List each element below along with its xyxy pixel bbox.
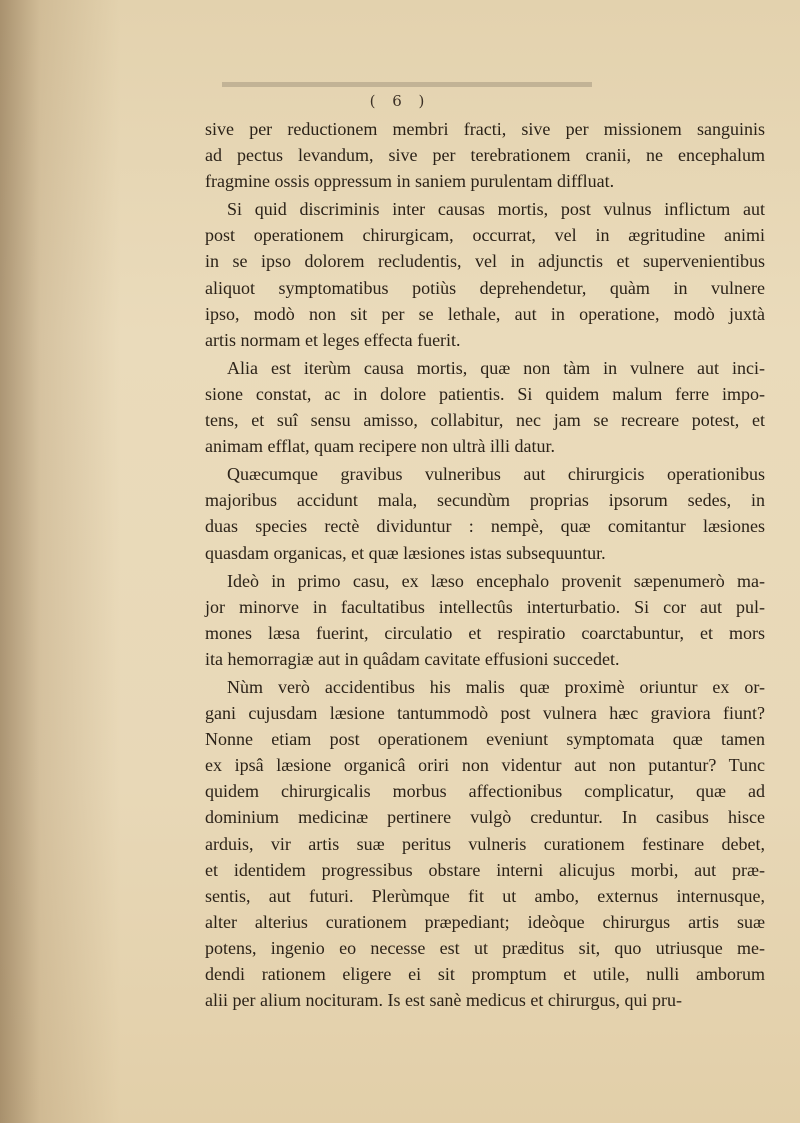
- paragraph: [205, 461, 765, 565]
- paragraph: [205, 196, 765, 353]
- text-line: artis normam et leges effecta fuerit.: [205, 329, 461, 350]
- header-rule: [222, 82, 592, 87]
- text-line: fragmine ossis oppressum in saniem purulentam diffluat.: [205, 171, 615, 192]
- text-line: Nùm verò accidentibus his malis quæ proximè oriuntur ex or-: [227, 676, 765, 697]
- body-text: [205, 116, 765, 1013]
- text-line: quasdam organicas, et quæ læsiones istas subsequuntur.: [205, 542, 606, 563]
- text-line: Alia est iterùm causa mortis, quæ non tàm in vulnere aut inci-: [227, 357, 765, 378]
- text-line: ita hemorragiæ aut in quâdam cavitate effusioni succedet.: [205, 648, 620, 669]
- text-line: dendi rationem eligere ei sit promptum et utile, nulli amborum: [205, 964, 765, 984]
- text-line: animam efflat, quam recipere non ultrà illi datur.: [205, 436, 556, 457]
- text-line: dominium medicinæ pertinere vulgò creduntur. In casibus hisce: [205, 807, 765, 828]
- text-line: Si quid discriminis inter causas mortis, post vulnus inflictum aut: [227, 199, 765, 220]
- text-line: mones læsa fuerint, circulatio et respiratio coarctabuntur, et mors: [205, 622, 765, 643]
- text-line: majoribus accidunt mala, secundùm proprias ipsorum sedes, in: [205, 490, 765, 511]
- text-line: quidem chirurgicalis morbus affectionibus complicatur, quæ ad: [205, 781, 765, 802]
- text-line: sentis, aut futuri. Plerùmque fit ut ambo, externus internusque,: [205, 885, 765, 906]
- text-line: alter alterius curationem præpediant; ideòque chirurgus artis suæ: [205, 911, 765, 932]
- text-line: potens, ingenio eo necesse est ut præditus sit, quo utriusque me-: [205, 937, 765, 958]
- text-line: Nonne etiam post operationem eveniunt symptomata quæ tamen: [205, 729, 765, 750]
- text-line: gani cujusdam læsione tantummodò post vulnera hæc graviora fiunt?: [205, 703, 765, 724]
- text-line: arduis, vir artis suæ peritus vulneris curationem festinare debet,: [205, 833, 765, 854]
- text-line: jor minorve in facultatibus intellectûs interturbatio. Si cor aut pul-: [205, 596, 765, 617]
- paragraph: [205, 116, 765, 194]
- text-line: et identidem progressibus obstare interni alicujus morbi, aut præ-: [205, 859, 765, 880]
- text-line: sive per reductionem membri fracti, sive per missionem sanguinis: [205, 119, 765, 139]
- text-line: post operationem chirurgicam, occurrat, vel in ægritudine animi: [205, 225, 765, 246]
- text-line: duas species rectè dividuntur : nempè, quæ comitantur læsiones: [205, 516, 765, 537]
- text-line: ipso, modò non sit per se lethale, aut in operatione, modò juxtà: [205, 303, 765, 324]
- text-line: in se ipso dolorem recludentis, vel in adjunctis et supervenientibus: [205, 251, 765, 272]
- text-line: sione constat, ac in dolore patientis. Si quidem malum ferre impo-: [205, 383, 765, 404]
- text-line: Ideò in primo casu, ex læso encephalo provenit sæpenumerò ma-: [227, 570, 765, 591]
- paragraph: [205, 568, 765, 672]
- paragraph: [205, 674, 765, 1013]
- text-line: ex ipsâ læsione organicâ oriri non videntur aut non putantur? Tunc: [205, 755, 765, 776]
- text-line: alii per alium nocituram. Is est sanè medicus et chirurgus, qui pru-: [205, 990, 683, 1011]
- page-number: ( 6 ): [369, 92, 431, 110]
- text-line: ad pectus levandum, sive per terebrationem cranii, ne encephalum: [205, 145, 765, 166]
- paragraph: [205, 355, 765, 459]
- text-line: tens, et suî sensu amisso, collabitur, nec jam se recreare potest, et: [205, 410, 765, 431]
- text-line: Quæcumque gravibus vulneribus aut chirurgicis operationibus: [227, 464, 765, 485]
- text-line: aliquot symptomatibus potiùs deprehendetur, quàm in vulnere: [205, 277, 765, 298]
